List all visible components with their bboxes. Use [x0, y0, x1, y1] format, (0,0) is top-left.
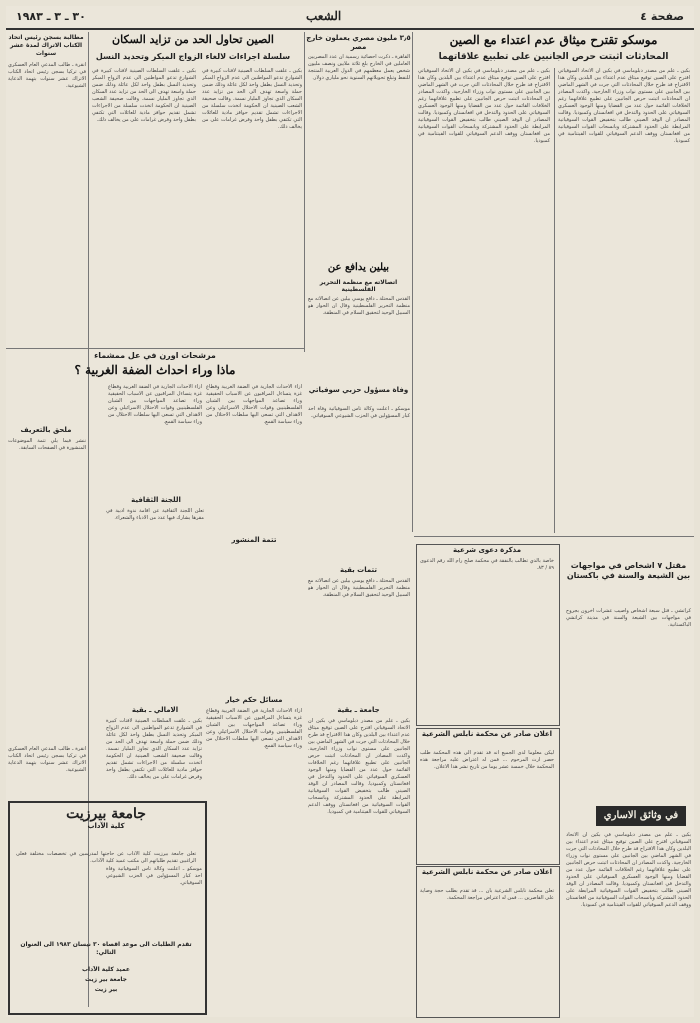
continuation-body: بكين ـ علم من مصدر دبلوماسي في بكين ان الاتحاد السوفياتي اقترح على الصين توقيع ميثاق عدم اعتداء بين البلدين وكان هذا الاقتراح قد طرح خلال المحادثات التي جرت في الشهر الماضي بين الجانبين على مستوى نواب وزراء الخارجية. واكدت المصادر ان المحادثات اثبتت حرص الجانبين على تطبيع علاقاتهما رغم الخلافات القائمة حول عدد من القضايا ومنها الوجود العسكري السوفياتي على الحدود والتدخل في افغانستان وكمبوديا. وقالت المصادر ان الوفد الصيني طالب بتخفيض القوات السوفياتية المرابطة على الحدود المشتركة وبانسحاب القوات السوفياتية من افغانستان ووقف الدعم السوفياتي للقوات الفيتنامية في كمبوديا. — [308, 718, 410, 815]
left-top-body: انقرة ـ طالب المدعي العام العسكري في تركيا بسجن رئيس اتحاد الكتاب الاتراك عشر سنوات بتهمة الدعاية الشيوعية. — [8, 62, 86, 89]
beilin-headline: بيلين يدافع عن — [327, 262, 390, 273]
china-headline: الصين تحاول الحد من تزايد السكان — [112, 34, 274, 46]
continuation-heading: تتمة المنشور — [231, 536, 277, 544]
continuation-heading: تتمات بقية — [339, 566, 378, 574]
section-rule — [414, 536, 694, 537]
university-logo-text: جامعة بيرزيت — [66, 806, 146, 822]
issue-date: ٣٠ ـ ٣ ـ ١٩٨٣ — [16, 10, 86, 23]
death-headline: وفاة مسؤول حزبي سوفياتي — [308, 386, 409, 394]
court2-body: تعلن محكمة نابلس الشرعية بان ... قد تقدم بطلب حجة وصاية على القاصرين ... فمن له اعتراض مراجعة المحكمة. — [420, 888, 554, 901]
moscow-subhead: المحادثات اثبتت حرص الجانبين على تطبيع علاقاتهما — [438, 52, 669, 62]
continuation-body: بكين ـ علقت السلطات الصينية لافتات كبيرة في الشوارع تدعو المواطنين الى عدم الزواج المبكر وتحديد النسل بطفل واحد لكل عائلة وذلك ضمن حملة واسعة تهدف الى الحد من تزايد عدد السكان الذي تجاوز المليار نسمة. وقالت صحيفة الشعب الصينية ان الحكومة اتخذت سلسلة من الاجراءات تشمل تقديم حوافز مادية للعائلات التي تكتفي بطفل واحد وفرض غرامات على من يخالف ذلك. — [106, 718, 202, 780]
china-body-col1: بكين ـ علقت السلطات الصينية لافتات كبيرة في الشوارع تدعو المواطنين الى عدم الزواج المبكر وتحديد النسل بطفل واحد لكل عائلة وذلك ضمن حملة واسعة تهدف الى الحد من تزايد عدد السكان الذي تجاوز المليار نسمة. وقالت صحيفة الشعب الصينية ان الحكومة اتخذت سلسلة من الاجراءات تشمل تقديم حوافز مادية للعائلات التي تكتفي بطفل واحد وفرض غرامات على من يخالف ذلك. — [202, 68, 302, 130]
china-body-col2: بكين ـ علقت السلطات الصينية لافتات كبيرة في الشوارع تدعو المواطنين الى عدم الزواج المبكر وتحديد النسل بطفل واحد لكل عائلة وذلك ضمن حملة واسعة تهدف الى الحد من تزايد عدد السكان الذي تجاوز المليار نسمة. وقالت صحيفة الشعب الصينية ان الحكومة اتخذت سلسلة من الاجراءات تشمل تقديم حوافز مادية للعائلات التي تكتفي بطفل واحد وفرض غرامات على من يخالف ذلك. — [92, 68, 196, 123]
pakistan-body: كراتشي ـ قتل سبعة اشخاص واصيب عشرات آخرون بجروح في مواجهات بين الشيعة والسنة في مدينة كراتشي الباكستانية. — [566, 608, 691, 628]
china-subhead: سلسلة اجراءات لالغاء الزواج المبكر وتحديد النسل — [95, 52, 291, 61]
section-badge: في وثائق الاساري — [596, 806, 686, 826]
column-rule — [304, 32, 305, 352]
left-top-headline: مطالبة بسجن رئيس اتحاد الكتاب الاتراك لمدة عشر سنوات — [8, 34, 84, 57]
pakistan-headline: مقتل ٧ اشخاص في مواجهات بين الشيعة والسنة في باكستان — [566, 561, 691, 580]
beilin-body: القدس المحتلة ـ دافع يوسي بيلين عن اتصالاته مع منظمة التحرير الفلسطينية وقال ان الحوار هو السبيل الوحيد لتحقيق السلام في المنطقة. — [308, 296, 410, 316]
university-address-1: عميد كلية الآداب — [82, 966, 130, 973]
badge-body: بكين ـ علم من مصدر دبلوماسي في بكين ان الاتحاد السوفياتي اقترح على الصين توقيع ميثاق عدم اعتداء بين البلدين وكان هذا الاقتراح قد طرح خلال المحادثات التي جرت في الشهر الماضي بين الجانبين على مستوى نواب وزراء الخارجية. واكدت المصادر ان المحادثات اثبتت حرص الجانبين على تطبيع علاقاتهما رغم الخلافات القائمة حول عدد من القضايا ومنها الوجود العسكري السوفياتي على الحدود والتدخل في افغانستان وكمبوديا. وقالت المصادر ان الوفد الصيني طالب بتخفيض القوات السوفياتية المرابطة على الحدود المشتركة وبانسحاب القوات السوفياتية من افغانستان ووقف الدعم السوفياتي للقوات الفيتنامية في كمبوديا. — [566, 832, 691, 908]
lower-filler: موسكو ـ اعلنت وكالة تاس السوفياتية وفاة احد كبار المسؤولين في الحزب الشيوعي السوفياتي. — [106, 866, 202, 886]
nazareth-headline: مذكرة دعوى شرعية — [452, 546, 522, 554]
beilin-subhead: اتصالاته مع منظمة التحرير الفلسطينية — [319, 279, 398, 294]
page-header — [6, 6, 694, 30]
university-address-2: جامعة بير زيت — [85, 976, 127, 983]
conference-body: ننشر فيما يلي تتمة الموضوعات المنشورة في الصفحات السابقة. — [8, 438, 86, 451]
page-number: صفحة ٤ — [640, 10, 684, 23]
moscow-body-col2: بكين ـ علم من مصدر دبلوماسي في بكين ان الاتحاد السوفياتي اقترح على الصين توقيع ميثاق عدم اعتداء بين البلدين وكان هذا الاقتراح قد طرح خلال المحادثات التي جرت في الشهر الماضي بين الجانبين على مستوى نواب وزراء الخارجية. واكدت المصادر ان المحادثات اثبتت حرص الجانبين على تطبيع علاقاتهما رغم الخلافات القائمة حول عدد من القضايا ومنها الوجود العسكري السوفياتي على الحدود والتدخل في افغانستان وكمبوديا. وقالت المصادر ان الوفد الصيني طالب بتخفيض القوات السوفياتية المرابطة على الحدود المشتركة وبانسحاب القوات السوفياتية من افغانستان ووقف الدعم السوفياتي للقوات الفيتنامية في كمبوديا. — [418, 68, 550, 144]
continuation-body: ازاء الاحداث الجارية في الضفة الغربية وقطاع غزة يتساءل المراقبون عن الاسباب الحقيقية وراء تصاعد المواجهات بين الشبان الفلسطينيين وقوات الاحتلال الاسرائيلي وعن الاهداف التي تسعى اليها سلطات الاحتلال من وراء سياسة القمع. — [206, 708, 302, 749]
moscow-headline: موسكو تقترح ميثاق عدم اعتداء مع الصين — [449, 34, 658, 47]
westbank-headline: ماذا وراء احداث الضفة الغربية ؟ — [74, 364, 236, 377]
nazareth-body: خاصة بالذي تطالب بالنفقة في محكمة صلح رام الله رقم الدعوى ٨٩ / ٨٣. — [420, 558, 554, 571]
westbank-body-col2: ازاء الاحداث الجارية في الضفة الغربية وقطاع غزة يتساءل المراقبون عن الاسباب الحقيقية وراء تصاعد المواجهات بين الشبان الفلسطينيين وقوات الاحتلال الاسرائيلي وعن الاهداف التي تسعى اليها سلطات الاحتلال من وراء سياسة القمع. — [108, 384, 202, 425]
university-ad-footer: تقدم الطلبات الى موعد اقصاه ٣٠ نيسان ١٩٨٣ الى العنوان التالي: — [20, 941, 192, 956]
university-logo — [26, 806, 186, 830]
continuation-heading: الامالي ـ بقية — [131, 706, 179, 714]
continuation-heading: جامعة ـ بقية — [337, 706, 380, 714]
court-body: ليكن معلوما لدى الجميع انه قد تقدم الى هذه المحكمة طلب حصر ارث المرحوم ... فمن له اعتراض عليه مراجعة هذه المحكمة خلال خمسة عشر يوما من تاريخ نشر هذا الاعلان. — [420, 750, 554, 770]
conference-headline: ملحق بالتعريف — [20, 426, 72, 434]
moscow-body-col1: بكين ـ علم من مصدر دبلوماسي في بكين ان الاتحاد السوفياتي اقترح على الصين توقيع ميثاق عدم اعتداء بين البلدين وكان هذا الاقتراح قد طرح خلال المحادثات التي جرت في الشهر الماضي بين الجانبين على مستوى نواب وزراء الخارجية. واكدت المصادر ان المحادثات اثبتت حرص الجانبين على تطبيع علاقاتهما رغم الخلافات القائمة حول عدد من القضايا ومنها الوجود العسكري السوفياتي على الحدود والتدخل في افغانستان وكمبوديا. وقالت المصادر ان الوفد الصيني طالب بتخفيض القوات السوفياتية المرابطة على الحدود المشتركة وبانسحاب القوات السوفياتية من افغانستان ووقف الدعم السوفياتي للقوات الفيتنامية في كمبوديا. — [558, 68, 690, 144]
column-rule — [554, 68, 555, 533]
column-rule — [412, 32, 413, 532]
court-headline: اعلان صادر عن محكمة نابلس الشرعية — [421, 730, 553, 738]
westbank-kicker: مرشحات اورن في عل ممشماء — [94, 351, 216, 360]
committee-headline: اللجنة الثقافية — [131, 496, 181, 504]
continuation-heading: مسائل حكم خيار — [225, 696, 283, 704]
section-rule — [6, 348, 304, 349]
westbank-body-col1: ازاء الاحداث الجارية في الضفة الغربية وقطاع غزة يتساءل المراقبون عن الاسباب الحقيقية وراء تصاعد المواجهات بين الشبان الفلسطينيين وقوات الاحتلال الاسرائيلي وعن الاهداف التي تسعى اليها سلطات الاحتلال من وراء سياسة القمع. — [206, 384, 302, 425]
death-body: موسكو ـ اعلنت وكالة تاس السوفياتية وفاة احد كبار المسؤولين في الحزب الشيوعي السوفياتي. — [308, 406, 410, 419]
newspaper-page — [6, 6, 694, 1017]
newspaper-name: الشعب — [306, 9, 342, 23]
university-ad-body: تعلن جامعة بيرزيت كلية الآداب عن حاجتها لمدرسين في تخصصات مختلفة فعلى الراغبين تقديم طلباتهم الى مكتب عميد كلية الآداب. — [16, 851, 196, 864]
left-filler: انقرة ـ طالب المدعي العام العسكري في تركيا بسجن رئيس اتحاد الكتاب الاتراك عشر سنوات بتهمة الدعاية الشيوعية. — [8, 746, 86, 773]
university-address-3: بير زيت — [94, 986, 118, 993]
university-logo-sub: كلية الآداب — [87, 822, 125, 830]
egypt-headline: ٣٫٥ مليون مصري يعملون خارج مصر — [306, 34, 411, 51]
court2-headline: اعلان صادر عن محكمة نابلس الشرعية — [421, 868, 553, 876]
committee-body: تعلن اللجنة الثقافية عن اقامة ندوة ادبية في مقرها يشارك فيها عدد من الادباء والشعراء. — [106, 508, 204, 521]
continuation-body: القدس المحتلة ـ دافع يوسي بيلين عن اتصالاته مع منظمة التحرير الفلسطينية وقال ان الحوار هو السبيل الوحيد لتحقيق السلام في المنطقة. — [308, 578, 410, 598]
egypt-body: القاهرة ـ ذكرت احصائية رسمية ان عدد المصريين العاملين في الخارج بلغ ثلاثة ملايين ونصف مليون شخص يعمل معظمهم في الدول العربية المنتجة للنفط وتبلغ تحويلاتهم السنوية نحو ملياري دولار. — [308, 54, 410, 81]
